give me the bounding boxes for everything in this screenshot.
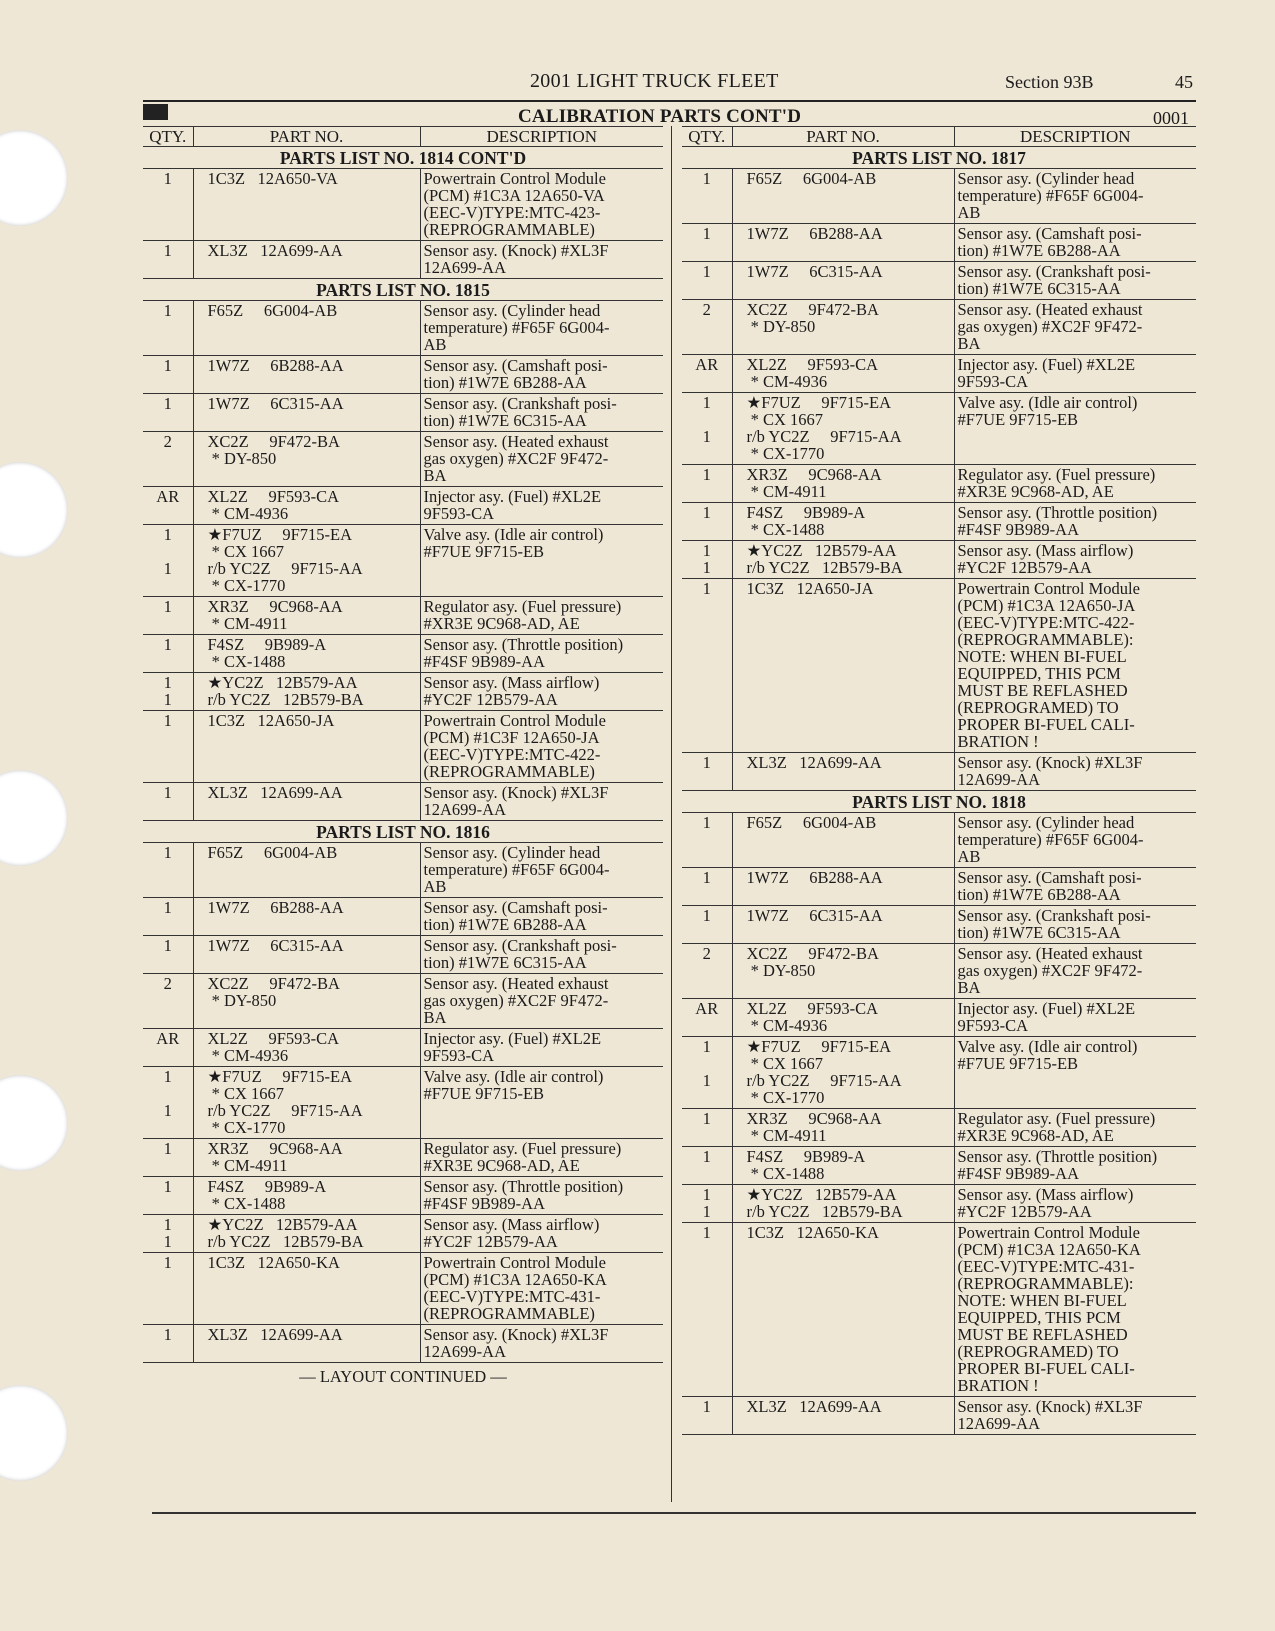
description-cell: Sensor asy. (Heated exhaust gas oxygen) #XC2F 9F472- BA: [420, 432, 663, 487]
part-number-cell: XR3Z 9C968-AA * CM-4911: [732, 465, 954, 503]
part-number-cell: 1W7Z 6B288-AA: [193, 356, 420, 394]
table-row: [682, 813, 1196, 868]
table-row: [143, 432, 663, 487]
qty-cell: 1: [682, 1109, 732, 1147]
parts-list-heading-row: [143, 147, 663, 169]
qty-cell: 1: [143, 783, 193, 821]
calibration-title: CALIBRATION PARTS CONT'D: [518, 106, 802, 127]
description-cell: Sensor asy. (Mass airflow) #YC2F 12B579-AA: [954, 541, 1196, 579]
description-cell: Sensor asy. (Heated exhaust gas oxygen) #XC2F 9F472- BA: [420, 974, 663, 1029]
page-title: 2001 LIGHT TRUCK FLEET: [530, 70, 779, 92]
part-number-cell: XL2Z 9F593-CA * CM-4936: [732, 355, 954, 393]
left-parts-table: [143, 126, 663, 1363]
part-number-cell: XL3Z 12A699-AA: [193, 783, 420, 821]
description-cell: Powertrain Control Module (PCM) #1C3A 12A650-JA (EEC-V)TYPE:MTC-422- (REPROGRAMMABLE): NOTE: WHEN BI-FUEL EQUIPPED, THIS PCM MUST BE REFLASHED (REPROGRAMED) TO PROPER BI-FUEL CALI- BRATION !: [954, 579, 1196, 753]
table-row: [682, 224, 1196, 262]
layout-continued-note: — LAYOUT CONTINUED —: [299, 1367, 507, 1386]
part-number-cell: XL2Z 9F593-CA * CM-4936: [193, 1029, 420, 1067]
part-number-cell: 1W7Z 6C315-AA: [193, 936, 420, 974]
part-number-cell: XL3Z 12A699-AA: [193, 241, 420, 279]
part-number-cell: XR3Z 9C968-AA * CM-4911: [193, 597, 420, 635]
qty-cell: 2: [143, 974, 193, 1029]
table-row: [682, 1147, 1196, 1185]
part-number-cell: ★F7UZ 9F715-EA * CX 1667 r/b YC2Z 9F715-AA * CX-1770: [193, 525, 420, 597]
qty-cell: 1: [143, 1325, 193, 1363]
table-row: [682, 868, 1196, 906]
table-row: [682, 262, 1196, 300]
description-cell: Sensor asy. (Mass airflow) #YC2F 12B579-AA: [420, 673, 663, 711]
part-number-cell: F4SZ 9B989-A * CX-1488: [193, 635, 420, 673]
description-cell: Injector asy. (Fuel) #XL2E 9F593-CA: [954, 999, 1196, 1037]
table-row: [143, 241, 663, 279]
qty-cell: 2: [682, 300, 732, 355]
binder-hole: [0, 1385, 68, 1481]
qty-cell: 1: [143, 356, 193, 394]
description-cell: Sensor asy. (Cylinder head temperature) #F65F 6G004- AB: [954, 813, 1196, 868]
description-cell: Sensor asy. (Camshaft posi- tion) #1W7E 6B288-AA: [954, 868, 1196, 906]
qty-cell: 1: [143, 1177, 193, 1215]
qty-cell: 2: [682, 944, 732, 999]
description-cell: Sensor asy. (Camshaft posi- tion) #1W7E 6B288-AA: [420, 898, 663, 936]
part-number-cell: 1C3Z 12A650-JA: [732, 579, 954, 753]
qty-cell: 1 1: [143, 1215, 193, 1253]
qty-cell: 1: [682, 465, 732, 503]
table-row: [143, 301, 663, 356]
table-row: [143, 711, 663, 783]
binder-hole: [0, 462, 68, 558]
description-header: DESCRIPTION: [420, 127, 663, 147]
qty-cell: AR: [682, 355, 732, 393]
parts-list-title: PARTS LIST NO. 1817: [682, 147, 1196, 169]
description-cell: Injector asy. (Fuel) #XL2E 9F593-CA: [954, 355, 1196, 393]
qty-cell: 1: [143, 1139, 193, 1177]
description-cell: Sensor asy. (Camshaft posi- tion) #1W7E 6B288-AA: [954, 224, 1196, 262]
qty-cell: 1: [682, 906, 732, 944]
part-number-cell: 1C3Z 12A650-KA: [732, 1223, 954, 1397]
parts-list-title: PARTS LIST NO. 1818: [682, 791, 1196, 813]
calibration-code: 0001: [1153, 108, 1189, 128]
table-row: [143, 1325, 663, 1363]
parts-list-title: PARTS LIST NO. 1815: [143, 279, 663, 301]
description-cell: Powertrain Control Module (PCM) #1C3A 12A650-VA (EEC-V)TYPE:MTC-423- (REPROGRAMMABLE): [420, 169, 663, 241]
part-number-cell: ★YC2Z 12B579-AA r/b YC2Z 12B579-BA: [732, 541, 954, 579]
description-cell: Sensor asy. (Crankshaft posi- tion) #1W7E 6C315-AA: [954, 262, 1196, 300]
table-row: [682, 465, 1196, 503]
parts-list-heading-row: [143, 821, 663, 843]
description-cell: Injector asy. (Fuel) #XL2E 9F593-CA: [420, 1029, 663, 1067]
description-cell: Valve asy. (Idle air control) #F7UE 9F715-EB: [420, 525, 663, 597]
left-column: [143, 126, 663, 1387]
table-row: [682, 1397, 1196, 1435]
description-cell: Sensor asy. (Throttle position) #F4SF 9B989-AA: [954, 1147, 1196, 1185]
description-cell: Sensor asy. (Knock) #XL3F 12A699-AA: [420, 241, 663, 279]
description-cell: Regulator asy. (Fuel pressure) #XR3E 9C968-AD, AE: [954, 465, 1196, 503]
part-number-cell: F4SZ 9B989-A * CX-1488: [732, 503, 954, 541]
qty-cell: 1 1: [143, 673, 193, 711]
description-cell: Sensor asy. (Crankshaft posi- tion) #1W7E 6C315-AA: [420, 936, 663, 974]
part-number-cell: XR3Z 9C968-AA * CM-4911: [732, 1109, 954, 1147]
table-header-row: [682, 127, 1196, 147]
binder-hole: [0, 130, 68, 226]
table-row: [143, 635, 663, 673]
table-row: [143, 525, 663, 597]
qty-cell: 1 1: [682, 1185, 732, 1223]
qty-cell: 1: [143, 169, 193, 241]
table-row: [682, 906, 1196, 944]
description-cell: Sensor asy. (Knock) #XL3F 12A699-AA: [420, 1325, 663, 1363]
part-number-cell: ★YC2Z 12B579-AA r/b YC2Z 12B579-BA: [193, 1215, 420, 1253]
part-number-cell: XC2Z 9F472-BA * DY-850: [732, 300, 954, 355]
part-number-cell: 1W7Z 6B288-AA: [193, 898, 420, 936]
part-number-cell: 1C3Z 12A650-JA: [193, 711, 420, 783]
part-number-cell: XC2Z 9F472-BA * DY-850: [193, 974, 420, 1029]
qty-cell: 1: [143, 1253, 193, 1325]
qty-cell: 1: [682, 262, 732, 300]
description-cell: Sensor asy. (Heated exhaust gas oxygen) #XC2F 9F472- BA: [954, 300, 1196, 355]
table-row: [143, 487, 663, 525]
table-row: [682, 300, 1196, 355]
table-row: [143, 1067, 663, 1139]
qty-cell: AR: [143, 487, 193, 525]
description-cell: Powertrain Control Module (PCM) #1C3A 12A650-KA (EEC-V)TYPE:MTC-431- (REPROGRAMMABLE): [420, 1253, 663, 1325]
part-number-cell: 1W7Z 6C315-AA: [193, 394, 420, 432]
footer-rule: [152, 1512, 1196, 1514]
description-cell: Valve asy. (Idle air control) #F7UE 9F715-EB: [954, 1037, 1196, 1109]
qty-cell: 1: [143, 843, 193, 898]
qty-cell: 1: [682, 1397, 732, 1435]
table-row: [682, 1037, 1196, 1109]
parts-list-title: PARTS LIST NO. 1816: [143, 821, 663, 843]
qty-cell: 1 1: [682, 541, 732, 579]
description-cell: Sensor asy. (Crankshaft posi- tion) #1W7E 6C315-AA: [954, 906, 1196, 944]
description-cell: Regulator asy. (Fuel pressure) #XR3E 9C968-AD, AE: [954, 1109, 1196, 1147]
right-parts-table: [682, 126, 1196, 1435]
description-header: DESCRIPTION: [954, 127, 1196, 147]
part-number-cell: F65Z 6G004-AB: [193, 843, 420, 898]
table-row: [682, 503, 1196, 541]
part-number-cell: XL2Z 9F593-CA * CM-4936: [193, 487, 420, 525]
description-cell: Regulator asy. (Fuel pressure) #XR3E 9C968-AD, AE: [420, 1139, 663, 1177]
table-row: [682, 999, 1196, 1037]
part-number-cell: F4SZ 9B989-A * CX-1488: [193, 1177, 420, 1215]
part-number-cell: ★F7UZ 9F715-EA * CX 1667 r/b YC2Z 9F715-AA * CX-1770: [732, 393, 954, 465]
table-row: [143, 936, 663, 974]
description-cell: Valve asy. (Idle air control) #F7UE 9F715-EB: [420, 1067, 663, 1139]
description-cell: Sensor asy. (Mass airflow) #YC2F 12B579-AA: [420, 1215, 663, 1253]
part-number-cell: XR3Z 9C968-AA * CM-4911: [193, 1139, 420, 1177]
table-row: [682, 355, 1196, 393]
qty-cell: 1 1: [682, 393, 732, 465]
qty-cell: 1: [682, 1223, 732, 1397]
part-number-cell: 1W7Z 6C315-AA: [732, 262, 954, 300]
parts-list-title: PARTS LIST NO. 1814 CONT'D: [143, 147, 663, 169]
description-cell: Sensor asy. (Mass airflow) #YC2F 12B579-AA: [954, 1185, 1196, 1223]
table-row: [143, 1215, 663, 1253]
qty-cell: 1: [143, 301, 193, 356]
description-cell: Sensor asy. (Camshaft posi- tion) #1W7E 6B288-AA: [420, 356, 663, 394]
part-no-header: PART NO.: [732, 127, 954, 147]
part-number-cell: 1W7Z 6B288-AA: [732, 868, 954, 906]
table-row: [682, 1109, 1196, 1147]
table-row: [143, 394, 663, 432]
part-number-cell: F65Z 6G004-AB: [193, 301, 420, 356]
table-row: [682, 1185, 1196, 1223]
part-number-cell: ★YC2Z 12B579-AA r/b YC2Z 12B579-BA: [732, 1185, 954, 1223]
qty-cell: 1: [682, 579, 732, 753]
description-cell: Powertrain Control Module (PCM) #1C3F 12A650-JA (EEC-V)TYPE:MTC-422- (REPROGRAMMABLE): [420, 711, 663, 783]
description-cell: Sensor asy. (Heated exhaust gas oxygen) #XC2F 9F472- BA: [954, 944, 1196, 999]
parts-list-heading-row: [143, 279, 663, 301]
description-cell: Valve asy. (Idle air control) #F7UE 9F715-EB: [954, 393, 1196, 465]
part-number-cell: XC2Z 9F472-BA * DY-850: [732, 944, 954, 999]
table-row: [682, 393, 1196, 465]
binder-hole: [0, 1075, 68, 1171]
part-number-cell: 1W7Z 6B288-AA: [732, 224, 954, 262]
part-no-header: PART NO.: [193, 127, 420, 147]
qty-cell: 1: [682, 224, 732, 262]
table-row: [682, 1223, 1196, 1397]
table-row: [143, 843, 663, 898]
description-cell: Sensor asy. (Cylinder head temperature) #F65F 6G004- AB: [420, 843, 663, 898]
part-number-cell: ★F7UZ 9F715-EA * CX 1667 r/b YC2Z 9F715-AA * CX-1770: [193, 1067, 420, 1139]
qty-cell: 2: [143, 432, 193, 487]
qty-cell: 1: [682, 868, 732, 906]
part-number-cell: F65Z 6G004-AB: [732, 813, 954, 868]
header-rule: [143, 100, 1196, 102]
table-header-row: [143, 127, 663, 147]
table-row: [143, 974, 663, 1029]
table-row: [682, 944, 1196, 999]
qty-cell: 1: [143, 241, 193, 279]
description-cell: Sensor asy. (Cylinder head temperature) #F65F 6G004- AB: [420, 301, 663, 356]
part-number-cell: 1W7Z 6C315-AA: [732, 906, 954, 944]
qty-cell: 1: [682, 753, 732, 791]
part-number-cell: ★YC2Z 12B579-AA r/b YC2Z 12B579-BA: [193, 673, 420, 711]
qty-cell: 1 1: [143, 525, 193, 597]
binder-hole: [0, 770, 68, 866]
qty-header: QTY.: [682, 127, 732, 147]
table-row: [682, 753, 1196, 791]
description-cell: Sensor asy. (Throttle position) #F4SF 9B989-AA: [954, 503, 1196, 541]
qty-cell: AR: [682, 999, 732, 1037]
table-row: [143, 1253, 663, 1325]
part-number-cell: 1C3Z 12A650-KA: [193, 1253, 420, 1325]
table-row: [143, 1139, 663, 1177]
table-row: [143, 783, 663, 821]
description-cell: Sensor asy. (Throttle position) #F4SF 9B989-AA: [420, 635, 663, 673]
qty-cell: 1: [682, 813, 732, 868]
parts-list-heading-row: [682, 147, 1196, 169]
part-number-cell: F65Z 6G004-AB: [732, 169, 954, 224]
qty-cell: AR: [143, 1029, 193, 1067]
description-cell: Sensor asy. (Throttle position) #F4SF 9B989-AA: [420, 1177, 663, 1215]
description-cell: Sensor asy. (Knock) #XL3F 12A699-AA: [954, 1397, 1196, 1435]
qty-cell: 1: [143, 635, 193, 673]
part-number-cell: XL3Z 12A699-AA: [732, 753, 954, 791]
qty-cell: 1: [143, 711, 193, 783]
table-row: [143, 1177, 663, 1215]
right-table-body: [682, 147, 1196, 1435]
parts-list-heading-row: [682, 791, 1196, 813]
description-cell: Sensor asy. (Crankshaft posi- tion) #1W7E 6C315-AA: [420, 394, 663, 432]
description-cell: Sensor asy. (Knock) #XL3F 12A699-AA: [954, 753, 1196, 791]
table-row: [682, 579, 1196, 753]
qty-cell: 1: [143, 936, 193, 974]
qty-cell: 1: [143, 394, 193, 432]
qty-cell: 1: [682, 503, 732, 541]
qty-cell: 1: [143, 597, 193, 635]
table-row: [143, 356, 663, 394]
table-row: [143, 898, 663, 936]
index-tab-marker: [143, 104, 168, 120]
qty-cell: 1: [682, 169, 732, 224]
part-number-cell: XC2Z 9F472-BA * DY-850: [193, 432, 420, 487]
table-row: [682, 169, 1196, 224]
right-column: [682, 126, 1196, 1435]
qty-header: QTY.: [143, 127, 193, 147]
table-row: [143, 1029, 663, 1067]
table-row: [143, 597, 663, 635]
qty-cell: 1: [682, 1147, 732, 1185]
description-cell: Sensor asy. (Cylinder head temperature) #F65F 6G004- AB: [954, 169, 1196, 224]
description-cell: Regulator asy. (Fuel pressure) #XR3E 9C968-AD, AE: [420, 597, 663, 635]
description-cell: Sensor asy. (Knock) #XL3F 12A699-AA: [420, 783, 663, 821]
left-table-body: [143, 147, 663, 1363]
part-number-cell: XL3Z 12A699-AA: [732, 1397, 954, 1435]
description-cell: Powertrain Control Module (PCM) #1C3A 12A650-KA (EEC-V)TYPE:MTC-431- (REPROGRAMMABLE): NOTE: WHEN BI-FUEL EQUIPPED, THIS PCM MUST BE REFLASHED (REPROGRAMED) TO PROPER BI-FUEL CALI- BRATION !: [954, 1223, 1196, 1397]
part-number-cell: 1C3Z 12A650-VA: [193, 169, 420, 241]
qty-cell: 1 1: [143, 1067, 193, 1139]
page-number: 45: [1175, 72, 1193, 92]
description-cell: Injector asy. (Fuel) #XL2E 9F593-CA: [420, 487, 663, 525]
part-number-cell: XL3Z 12A699-AA: [193, 1325, 420, 1363]
table-row: [682, 541, 1196, 579]
part-number-cell: XL2Z 9F593-CA * CM-4936: [732, 999, 954, 1037]
table-row: [143, 169, 663, 241]
part-number-cell: ★F7UZ 9F715-EA * CX 1667 r/b YC2Z 9F715-AA * CX-1770: [732, 1037, 954, 1109]
table-row: [143, 673, 663, 711]
qty-cell: 1 1: [682, 1037, 732, 1109]
part-number-cell: F4SZ 9B989-A * CX-1488: [732, 1147, 954, 1185]
qty-cell: 1: [143, 898, 193, 936]
column-divider: [671, 126, 672, 1502]
section-label: Section 93B: [1005, 72, 1094, 92]
